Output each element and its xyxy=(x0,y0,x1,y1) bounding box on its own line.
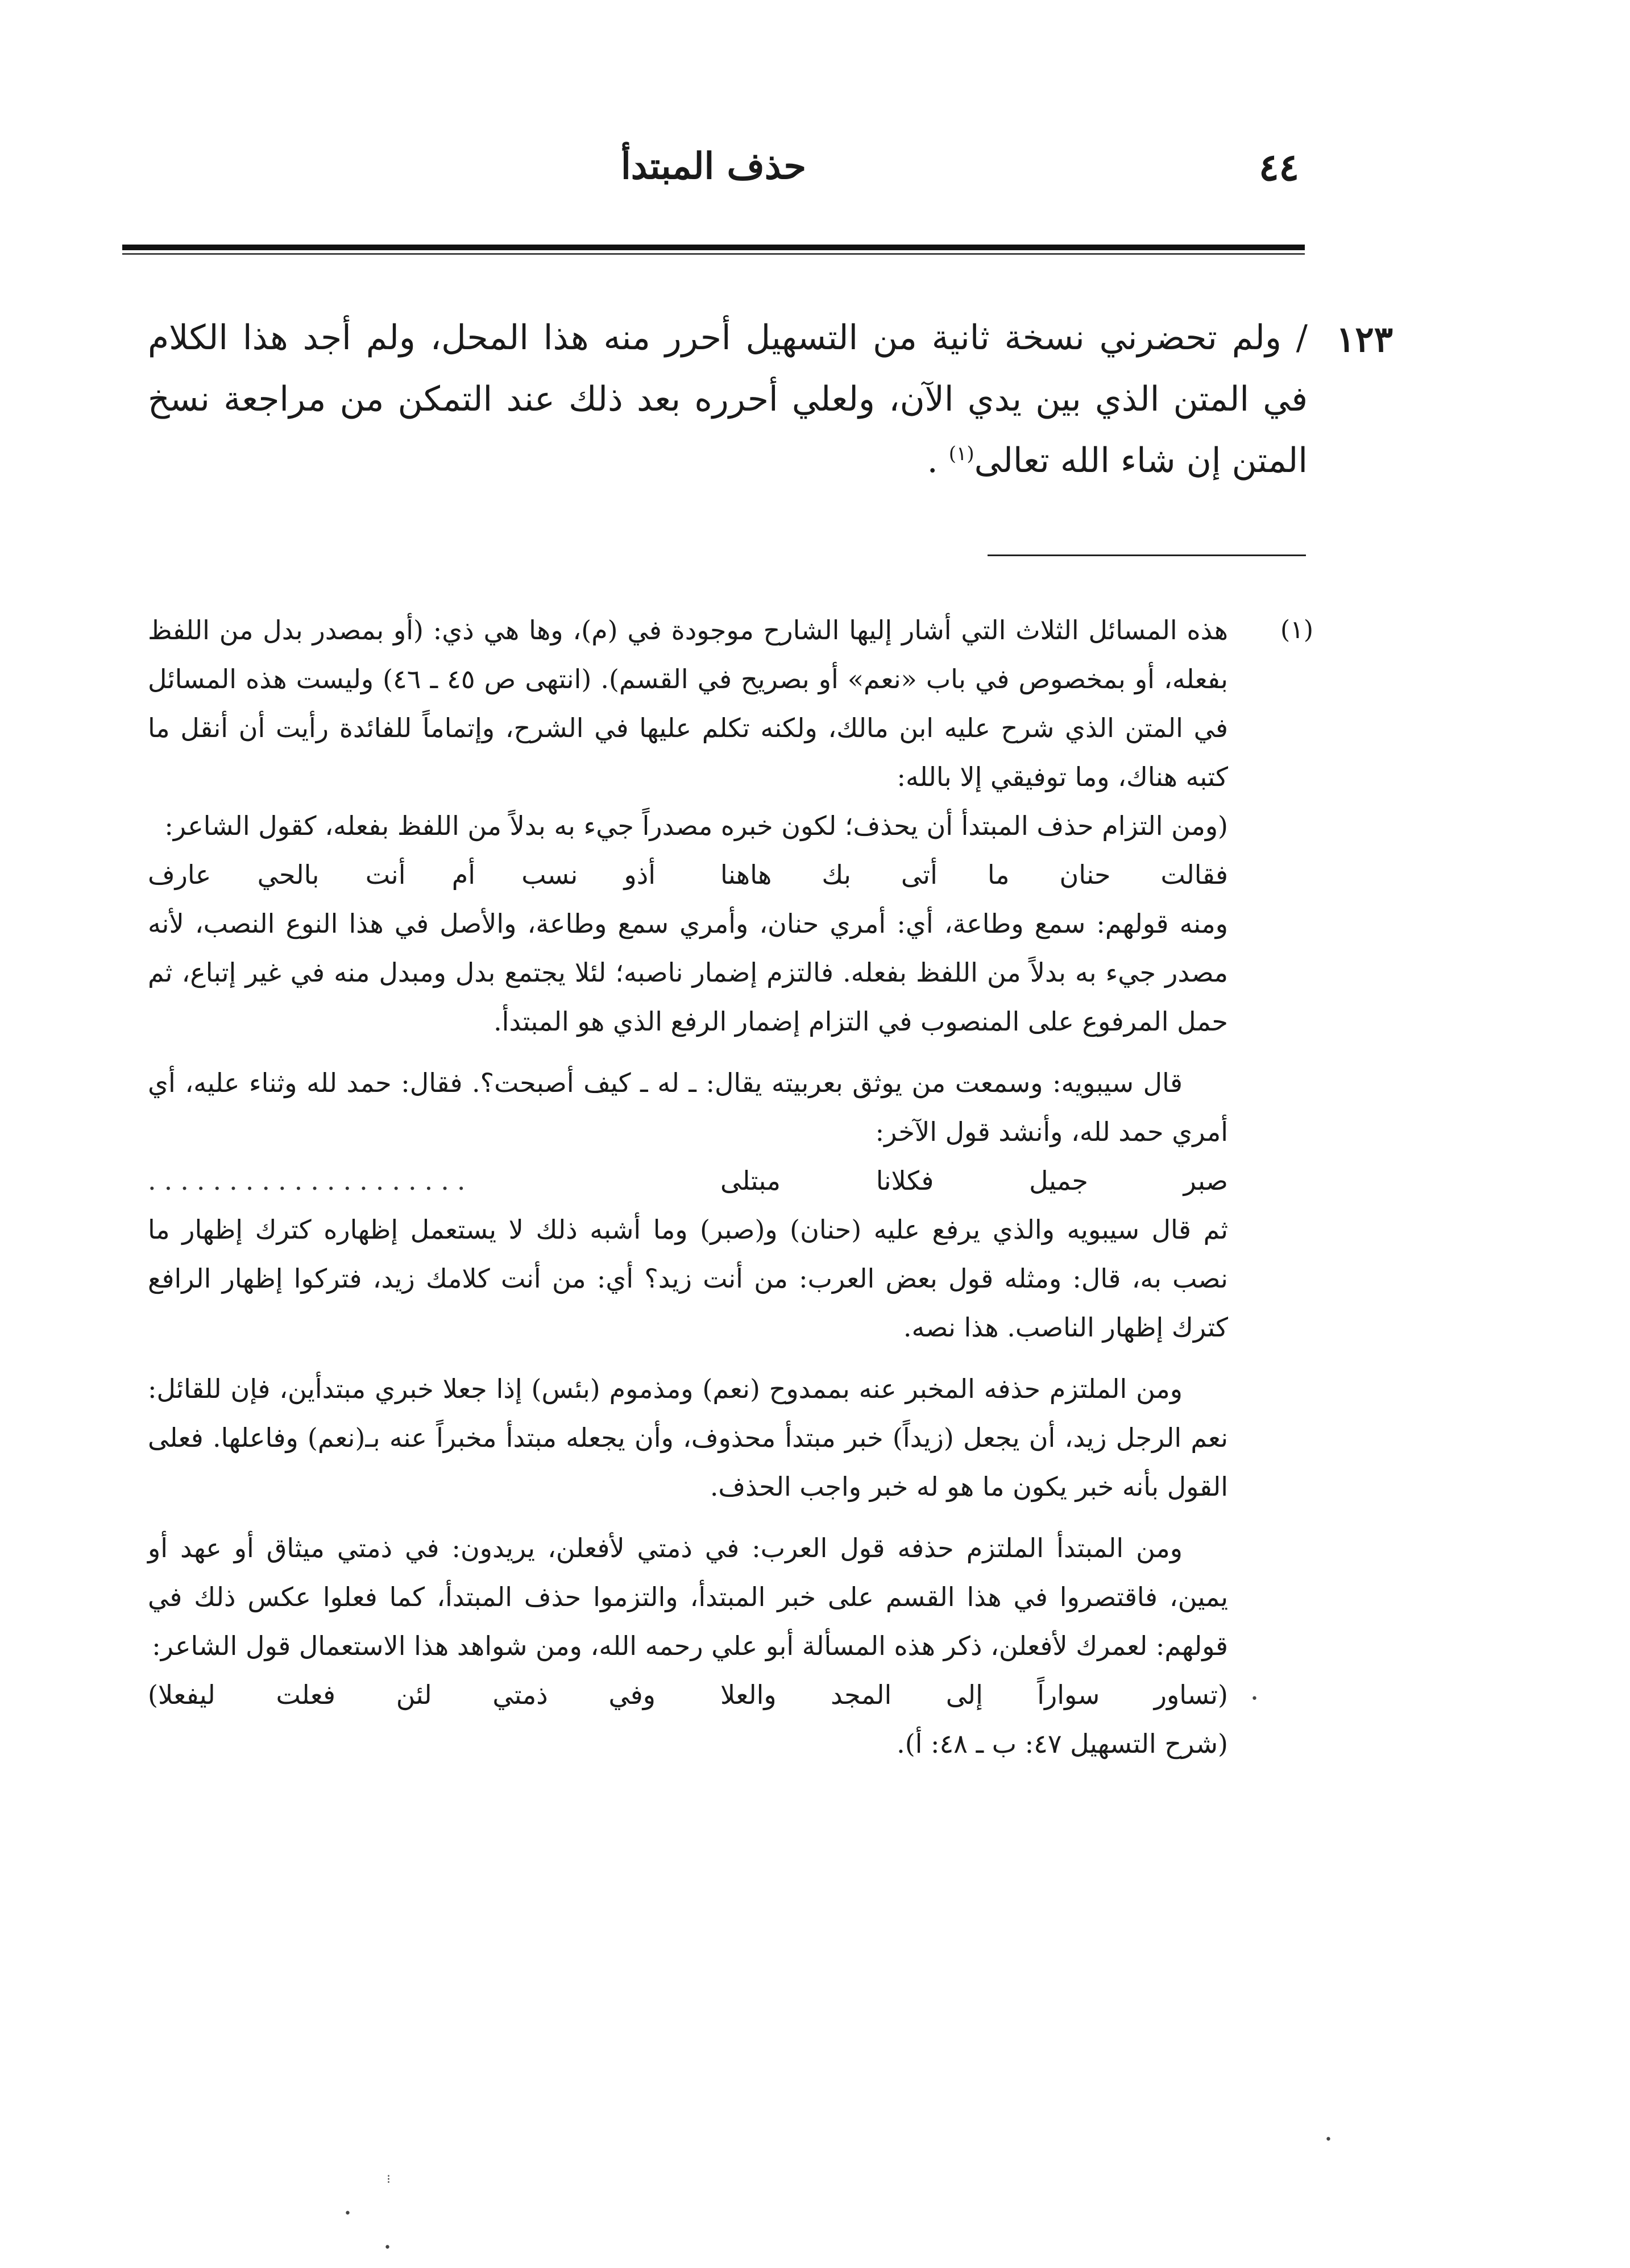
main-text: / ولم تحضرني نسخة ثانية من التسهيل أحرر منه هذا المحل، ولم أجد هذا الكلام في المتن الذي بين يدي الآن، ولعلي أحرره بعد ذلك عند التمكن من مراجعة نسخ المتن إن شاء الله تعالى xyxy=(148,318,1308,481)
footnote-paragraph-2: (ومن التزام حذف المبتدأ أن يحذف؛ لكون خبره مصدراً جيء به بدلاً من اللفظ بفعله، كقول الشاعر: xyxy=(164,810,1228,841)
footnote-separator xyxy=(988,554,1306,556)
page-header xyxy=(122,145,1305,213)
footnote-paragraph-7: ومن المبتدأ الملتزم حذفه قول العرب: في ذمتي لأفعلن، يريدون: في ذمتي ميثاق أو عهد أو يمين، فاقتصروا في هذا القسم على خبر المبتدأ، والتزموا حذف المبتدأ، كما فعلوا عكس ذلك في قولهم: لعمرك لأفعلن، ذكر هذه المسألة أبو علي رحمه الله، ومن شواهد هذا الاستعمال قول الشاعر: xyxy=(148,1533,1228,1661)
footnote-paragraph-1: هذه المسائل الثلاث التي أشار إليها الشارح موجودة في (م)، وها هي ذي: (أو بمصدر بدل من اللفظ بفعله، أو بمخصوص في باب «نعم» أو بصريح في القسم). (انتهى ص ٤٥ ـ ٤٦) وليست هذه المسائل في المتن الذي شرح عليه ابن مالك، ولكنه تكلم عليها في الشرح، وإتماماً للفائدة رأيت أن أنقل ما كتبه هناك، وما توفيقي إلا بالله: xyxy=(148,615,1228,792)
footnote-marker: (١) xyxy=(1280,615,1313,644)
verse-2-first-hemistich: صبر جميل فكلانا مبتلى xyxy=(720,1165,1228,1196)
footnote-paragraph-4: قال سيبويه: وسمعت من يوثق بعربيته يقال: ـ له ـ كيف أصبحت؟. فقال: حمد لله وثناء عليه، أي أمري حمد لله، وأنشد قول الآخر: xyxy=(148,1067,1228,1147)
main-text-block xyxy=(148,307,1393,491)
page-number: ٤٤ xyxy=(1259,145,1299,189)
header-rule-thin xyxy=(122,253,1305,255)
scan-speck: • xyxy=(1325,2133,1332,2147)
scan-speck: • xyxy=(344,2207,351,2221)
verse-1-first-hemistich: فقالت حنان ما أتى بك هاهنا xyxy=(720,859,1228,890)
running-title: حذف المبتدأ xyxy=(620,145,807,188)
header-rule xyxy=(122,245,1305,250)
verse-1-second-hemistich: أذو نسب أم أنت بالحي عارف xyxy=(148,859,656,890)
footnote-paragraph-3: ومنه قولهم: سمع وطاعة، أي: أمري حنان، وأمري سمع وطاعة، والأصل في هذا النوع النصب، لأنه مصدر جيء به بدلاً من اللفظ بفعله. فالتزم إضمار ناصبه؛ لئلا يجتمع بدل ومبدل منه في غير إتباع، ثم حمل المرفوع على المنصوب في التزام إضمار الرفع الذي هو المبتدأ. xyxy=(148,908,1228,1037)
verse-line-3 xyxy=(148,1670,1228,1719)
paragraph-number: ١٢٣ xyxy=(1336,318,1393,360)
source-citation: (شرح التسهيل ٤٧: ب ـ ٤٨: أ). xyxy=(897,1728,1228,1759)
verse-line-1 xyxy=(148,850,1228,899)
verse-2-elided-hemistich: .................... xyxy=(148,1165,474,1196)
scan-speck: • xyxy=(1251,1692,1258,1706)
footnote-reference: (١) xyxy=(948,442,974,465)
footnote xyxy=(148,606,1313,1768)
scan-speck: ⁝ xyxy=(387,2172,391,2187)
scan-speck: • xyxy=(384,2241,391,2255)
footnote-paragraph-6: ومن الملتزم حذفه المخبر عنه بممدوح (نعم) ومذموم (بئس) إذا جعلا خبري مبتدأين، فإن للقائل: نعم الرجل زيد، أن يجعل (زيداً) خبر مبتدأ محذوف، وأن يجعله مبتدأ مخبراً عنه بـ(نعم) وفاعلها. فعلى القول بأنه خبر يكون ما هو له خبر واجب الحذف. xyxy=(148,1373,1228,1502)
verse-3-second-hemistich: وفي ذمتي لئن فعلت ليفعلا) xyxy=(148,1679,656,1710)
verse-3-first-hemistich: (تساور سواراً إلى المجد والعلا xyxy=(720,1679,1228,1710)
verse-line-2 xyxy=(148,1156,1228,1205)
footnote-paragraph-5: ثم قال سيبويه والذي يرفع عليه (حنان) و(صبر) وما أشبه ذلك لا يستعمل إظهاره كترك إظهار ما نصب به، قال: ومثله قول بعض العرب: من أنت زيد؟ أي: من أنت كلامك زيد، فتركوا إظهار الرافع كترك إظهار الناصب. هذا نصه. xyxy=(148,1214,1228,1343)
main-text-end: . xyxy=(927,441,949,481)
main-paragraph xyxy=(148,307,1308,491)
